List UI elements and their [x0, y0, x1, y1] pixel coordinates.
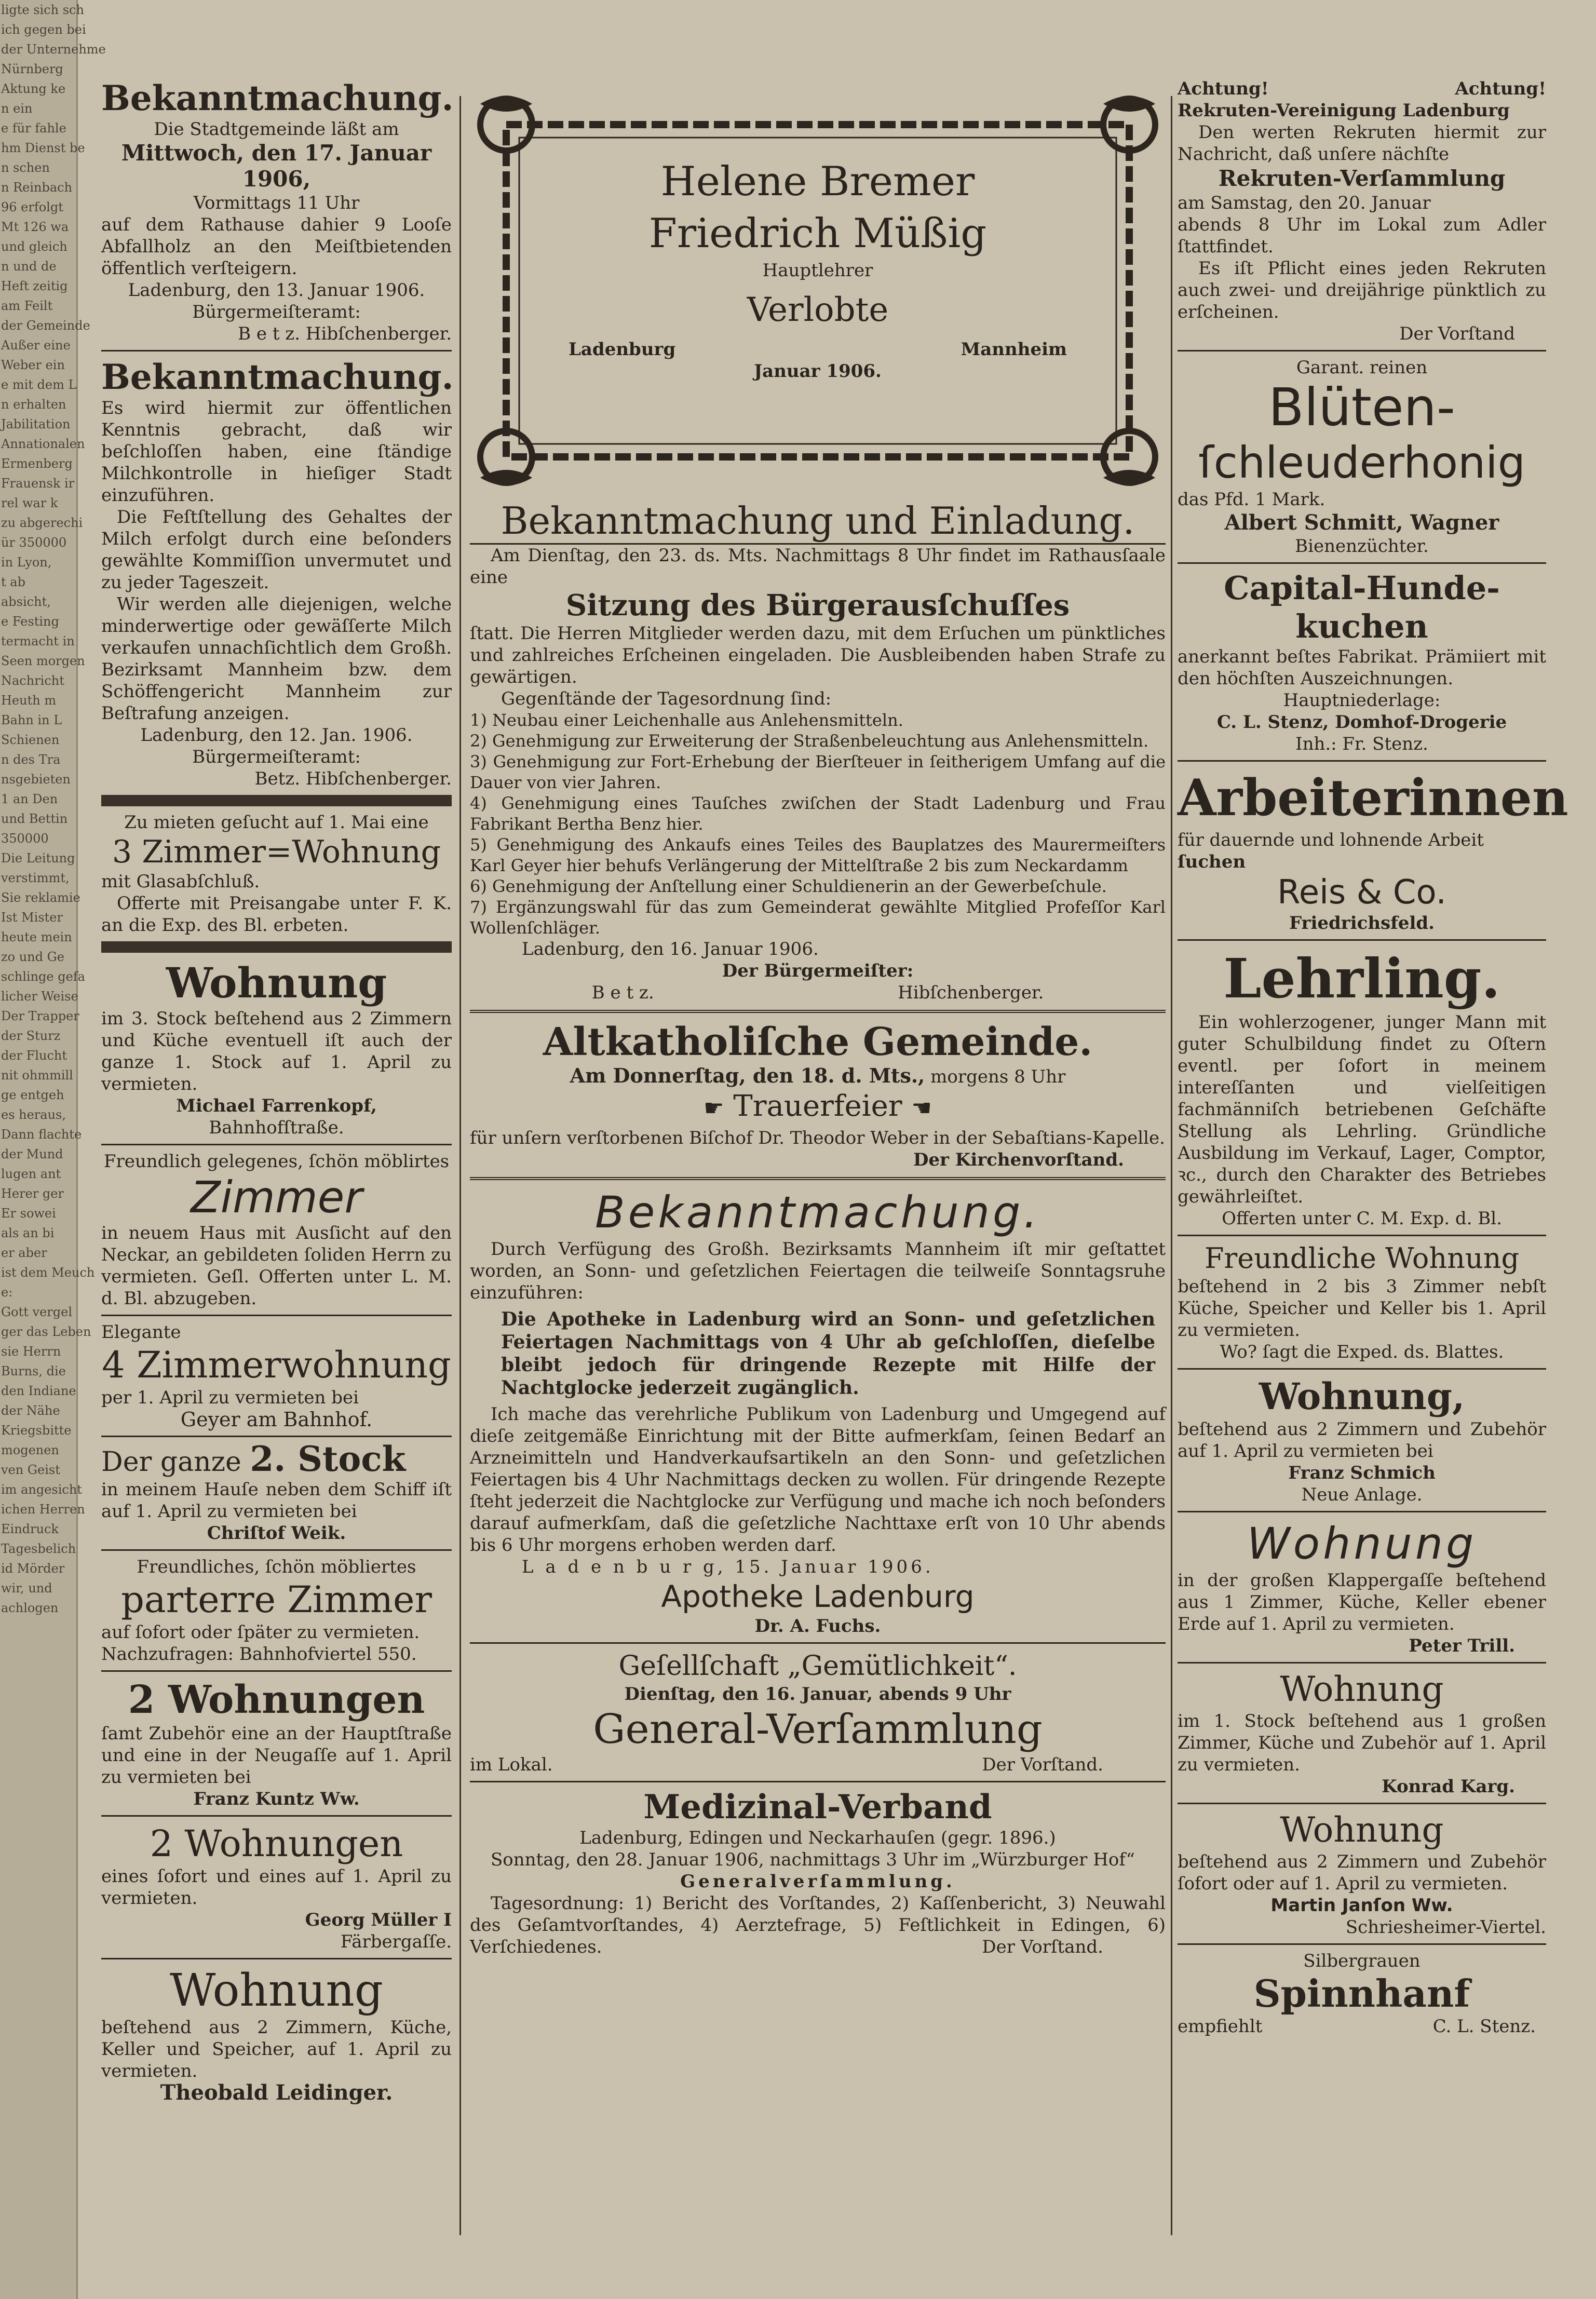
ad-headline: Capital-Hunde- — [1224, 569, 1500, 607]
notice-medical-association — [470, 1788, 1166, 1958]
spine-fragment: ger das Leben — [1, 1324, 91, 1339]
notice-milk-control — [101, 357, 452, 790]
notice-title: Geſellſchaft „Gemütlichkeit“. — [618, 1650, 1017, 1682]
notice-council-meeting — [470, 498, 1166, 1004]
notice-text: Am Donnerſtag, den 18. d. Mts., — [570, 1064, 925, 1087]
ad-text: Ein wohlerzogener, junger Mann mit guter Schulbildung findet zu Oſtern eventl. per ſofort in meinem intereſſanten und vielſeitigen fachmänniſch betriebenen Geſchäfte Stellung als Lehrling. Gründliche Ausbildung im Verkauf, Lager, Comptor, ꝛc., durch den Charakter des Betriebes gewährleiſtet. — [1178, 1012, 1546, 1207]
ad-headline: Wohnung — [1247, 1518, 1477, 1569]
ad-headline: Arbeiterinnen — [1178, 768, 1568, 827]
ad-name: Konrad Karg. — [1382, 1776, 1515, 1797]
engagement-announcement — [470, 88, 1166, 493]
ad-text: in meinem Hauſe neben dem Schiff iſt auf 1. April zu vermieten bei — [101, 1479, 452, 1522]
ad-text: Freundlich gelegenes, ſchön möblirtes — [103, 1151, 450, 1172]
notice-text: Dienſtag, den 16. Januar, abends 9 Uhr — [624, 1683, 1011, 1705]
right-column — [1178, 78, 1568, 2037]
ad-headline: ſchleuderhonig — [1198, 437, 1525, 488]
spine-fragment: n ein — [1, 101, 33, 116]
spine-fragment: Sie reklamie — [1, 890, 80, 905]
spine-fragment: sie Herrn — [1, 1344, 61, 1359]
spine-fragment: Frauensk ir — [1, 476, 75, 491]
spine-fragment: Der Trapper — [1, 1009, 79, 1023]
notice-pharmacy — [470, 1186, 1166, 1637]
notice-body: Ich mache das verehrliche Publikum von Ladenburg und Umgegend auf dieſe zeitgemäße Einrichtung mit der Bitte aufmerkſam, ſeinen Bedarf an Arzneimitteln und Handverkaufsartikeln an den Sonn- und geſetzlichen Feiertagen bis 4 Uhr Nachmittags decken zu wollen. Für dringende Rezepte ſteht jederzeit die Nachtglocke zur Verfügung und mache ich noch beſonders darauf aufmerkſam, daß die geſetzliche Nachttaxe erſt von 10 Uhr abends bis 6 Uhr morgens erhoben werden darf. — [470, 1403, 1166, 1556]
ad-text: anerkannt beſtes Fabrikat. Prämiiert mit den höchſten Auszeichnungen. — [1178, 646, 1546, 689]
agenda-item: 7) Ergänzungswahl für das zum Gemeinderat gewählte Mitglied Profeſſor Karl Wollenſchläger. — [470, 897, 1166, 938]
ad-furnished-room — [101, 1151, 452, 1309]
spine-fragment: Außer eine — [1, 338, 71, 353]
notice-body: Die Feſtſtellung des Gehaltes der Milch erfolgt durch eine beſonders gewählte Kommiſſion unvermutet und zu jeder Tageszeit. — [101, 507, 452, 593]
engagement-text — [470, 156, 1166, 382]
ad-role: Bienenzüchter. — [1295, 536, 1429, 557]
spine-fragment: 1 an Den — [1, 792, 58, 806]
spine-fragment: ist dem Meuch — [1, 1265, 95, 1280]
ad-text: Silbergrauen — [1303, 1951, 1421, 1971]
notice-place-date: Ladenburg, den 13. Januar 1906. — [128, 280, 425, 301]
ad-3-room-wanted — [101, 812, 452, 936]
spine-fragment: verstimmt, — [1, 871, 70, 885]
bride-name: Helene Bremer — [660, 158, 975, 205]
notice-signature: Der Vorſtand. — [982, 1754, 1103, 1775]
ad-text: beſtehend aus 2 Zimmern, Küche, Keller und Speicher, auf 1. April zu vermieten. — [101, 2017, 452, 2081]
spine-fragment: termacht in — [1, 634, 75, 648]
notice-text: im Lokal. — [470, 1754, 553, 1775]
engagement-date: Januar 1906. — [754, 361, 882, 382]
adjacent-page-fragment — [0, 0, 106, 2299]
ad-text: Elegante — [101, 1322, 181, 1343]
ad-text: in der großen Klappergaſſe beſtehend aus 1 Zimmer, Küche, Keller ebener Erde auf 1. April zu vermieten. — [1178, 1570, 1546, 1634]
spine-fragment: Herer ger — [1, 1186, 64, 1201]
agenda-item: 1) Neubau einer Leichenhalle aus Anlehensmitteln. — [470, 710, 903, 730]
agenda-item: 4) Genehmigung eines Tauſches zwiſchen der Stadt Ladenburg und Frau Fabrikant Bertha Benz hier. — [470, 793, 1166, 834]
spine-fragment: Kriegsbitte — [1, 1423, 72, 1438]
notice-old-catholic — [470, 1019, 1166, 1171]
notice-signature: B e t z. — [591, 982, 654, 1003]
spine-fragment: n schen — [1, 160, 50, 175]
ad-headline: 2 Wohnungen — [128, 1678, 425, 1722]
ad-name: Michael Farrenkopf, — [176, 1096, 377, 1116]
ad-text: Der ganze — [101, 1446, 241, 1478]
spine-fragment: n Reinbach — [1, 180, 73, 195]
ad-honey — [1178, 357, 1546, 557]
ad-text: ſamt Zubehör eine an der Hauptſtraße und eine in der Neugaſſe auf 1. April zu vermieten bei — [101, 1723, 452, 1788]
spine-fragment: Dann flachte — [1, 1127, 82, 1142]
notice-date: Mittwoch, den 17. Januar 1906, — [121, 140, 432, 192]
ad-headline: Wohnung — [166, 958, 387, 1007]
ad-headline: Lehrling. — [1223, 946, 1500, 1010]
notice-text: Die Stadtgemeinde läßt am — [154, 119, 399, 140]
notice-signature: Der Kirchenvorſtand. — [913, 1149, 1124, 1170]
column-rule-left — [459, 96, 461, 2235]
spine-fragment: Annationalen — [1, 437, 85, 451]
spine-fragment: e: — [1, 1285, 13, 1300]
ad-name: Franz Kuntz Ww. — [193, 1789, 360, 1809]
spine-fragment: Die Leitung — [1, 851, 75, 865]
ad-headline: 3 Zimmer=Wohnung — [112, 834, 441, 870]
spine-fragment: nsgebieten — [1, 772, 71, 787]
ad-text: Hauptniederlage: — [1283, 690, 1441, 711]
spine-fragment: e mit dem L — [1, 377, 77, 392]
agenda-item: 6) Genehmigung der Anſtellung einer Schuldienerin an der Gewerbeſchule. — [470, 876, 1107, 896]
notice-place-date: Ladenburg, den 12. Jan. 1906. — [140, 725, 413, 746]
ad-text: Freundliches, ſchön möbliertes — [137, 1557, 416, 1577]
ad-text: Offerten unter C. M. Exp. d. Bl. — [1222, 1208, 1502, 1229]
ad-headline: Zimmer — [191, 1172, 362, 1223]
notice-title: Bekanntmachung. — [101, 78, 454, 118]
spine-fragment: Seen morgen — [1, 654, 85, 668]
pharmacy-owner: Dr. A. Fuchs. — [754, 1615, 881, 1637]
spine-fragment: Aktung ke — [1, 82, 66, 96]
spine-fragment: es heraus, — [1, 1107, 66, 1122]
ad-headline: Rekruten-Verſammlung — [1218, 166, 1506, 191]
spine-fragment: absicht, — [1, 594, 51, 609]
notice-body: ſtatt. Die Herren Mitglieder werden dazu, mit dem Erſuchen um pünktliches und zahlreiches Erſcheinen eingeladen. Die Ausbleibenden haben Strafe zu gewärtigen. — [470, 623, 1166, 687]
ad-headline: Freundliche Wohnung — [1204, 1242, 1520, 1275]
ad-name: Georg Müller I — [305, 1910, 452, 1930]
spine-fragment: e für fahle — [1, 121, 66, 136]
spine-fragment: Weber ein — [1, 358, 65, 372]
notice-place-date: Ladenburg, den 16. Januar 1906. — [522, 939, 819, 959]
notice-signature-title: Der Bürgermeiſter: — [722, 961, 914, 981]
spine-fragment: n des Tra — [1, 752, 61, 767]
spine-fragment: Heft zeitig — [1, 279, 68, 293]
spine-fragment: wir, und — [1, 1581, 52, 1595]
ad-title: Rekruten-Vereinigung Ladenburg — [1178, 100, 1510, 121]
notice-body: für unſern verſtorbenen Biſchof Dr. Theodor Weber in der Sebaſtians-Kapelle. — [470, 1127, 1165, 1148]
agenda-list — [470, 710, 1166, 938]
spine-fragment: Schienen — [1, 733, 60, 747]
spine-fragment: lugen ant — [1, 1167, 61, 1181]
ad-address: Neue Anlage. — [1301, 1484, 1423, 1505]
ad-headline: Spinnhanf — [1253, 1971, 1470, 2016]
spine-fragment: der Sturz — [1, 1029, 61, 1043]
spine-fragment: t ab — [1, 575, 25, 589]
spine-fragment: am Feilt — [1, 299, 53, 313]
spine-fragment: ür 350000 — [1, 535, 67, 550]
spine-fragment: den Indiane — [1, 1384, 76, 1398]
ad-text: Garant. reinen — [1296, 357, 1428, 378]
notice-text: Am Dienſtag, den 23. ds. Mts. Nachmittags 8 Uhr findet im Rathausſaale eine — [470, 545, 1166, 588]
ad-apartment-farrenkopf — [101, 958, 452, 1139]
ad-text: in neuem Haus mit Ausſicht auf den Neckar, an gebildeten ſoliden Herrn zu vermieten. Geſl. Offerten unter L. M. d. Bl. abzugeben. — [101, 1223, 452, 1309]
ad-name: C. L. Stenz, Domhof-Drogerie — [1216, 712, 1507, 733]
spine-fragment: Bahn in L — [1, 713, 62, 727]
ad-address: Bahnhofſtraße. — [209, 1117, 344, 1138]
spine-fragment: schlinge gefa — [1, 969, 85, 984]
spine-fragment: heute mein — [1, 930, 72, 944]
spine-fragment: Mt 126 wa — [1, 220, 69, 234]
ad-headline: parterre Zimmer — [121, 1578, 432, 1621]
ad-text: eines ſofort und eines auf 1. April zu vermieten. — [101, 1866, 452, 1909]
ad-recruits — [1178, 78, 1546, 345]
ad-headline: 2. Stock — [250, 1439, 406, 1479]
ad-text: mit Glasabſchluß. — [101, 871, 260, 892]
ad-apartment-trill — [1178, 1518, 1546, 1657]
left-column — [101, 78, 452, 2104]
spine-fragment: ichen Herren — [1, 1502, 85, 1517]
ad-headline: Blüten- — [1268, 377, 1455, 438]
ad-headline: Wohnung, — [1259, 1375, 1465, 1418]
ad-text: auf ſofort oder ſpäter zu vermieten. — [101, 1622, 420, 1643]
spine-fragment: Gott vergel — [1, 1305, 73, 1319]
spine-fragment: ge entgeh — [1, 1088, 64, 1102]
spine-fragment: licher Weise — [1, 989, 78, 1004]
column-rule-right — [1171, 96, 1172, 2235]
ad-two-apartments-mueller — [101, 1822, 452, 1953]
pharmacy-name: Apotheke Ladenburg — [661, 1578, 975, 1614]
ad-text: beſtehend in 2 bis 3 Zimmer nebſt Küche, Speicher und Keller bis 1. April zu vermieten. — [1178, 1276, 1546, 1341]
spine-fragment: und gleich — [1, 239, 67, 254]
ad-text: Nachzufragen: Bahnhofviertel 550. — [101, 1644, 417, 1665]
notice-signature: B e t z. Hibſchenberger. — [238, 323, 452, 344]
ad-text: Achtung! — [1455, 78, 1546, 99]
notice-signature: Der Vorſtand. — [982, 1936, 1103, 1957]
spine-fragment: 350000 — [1, 831, 49, 846]
spine-fragment: im angesicht — [1, 1482, 82, 1497]
ad-address: Schriesheimer-Viertel. — [1345, 1917, 1546, 1938]
spine-fragment: e Festing — [1, 614, 59, 629]
ad-friendly-apartment — [1178, 1241, 1546, 1363]
spine-fragment: zu abgerechi — [1, 516, 83, 530]
spine-fragment: ich gegen bei — [1, 22, 86, 37]
ad-name: Geyer am Bahnhof. — [180, 1408, 373, 1431]
ad-second-floor — [101, 1439, 452, 1544]
spine-fragment: rel war k — [1, 496, 58, 510]
ad-text: im 1. Stock beſtehend aus 1 großen Zimmer, Küche und Zubehör auf 1. April zu vermieten. — [1178, 1711, 1546, 1775]
spine-fragment: zo und Ge — [1, 950, 65, 964]
ad-text: beſtehend aus 2 Zimmern und Zubehör ſofort oder auf 1. April zu vermieten. — [1178, 1851, 1546, 1894]
spine-fragment: Heuth m — [1, 693, 57, 708]
ad-dog-biscuits — [1178, 569, 1546, 755]
ad-headline: Wohnung — [170, 1965, 383, 2017]
spine-fragment: der Gemeinde — [1, 318, 90, 333]
spine-fragment: der Unternehme — [1, 42, 106, 57]
notice-text: Ladenburg, Edingen und Neckarhauſen (gegr. 1896.) — [579, 1827, 1056, 1848]
ad-hemp — [1178, 1950, 1546, 2037]
ad-text: Achtung! — [1178, 78, 1269, 99]
ad-headline: kuchen — [1295, 607, 1428, 645]
spine-fragment: Ist Mister — [1, 910, 63, 925]
ad-text: Den werten Rekruten hiermit zur Nachricht, daß unſere nächſte — [1178, 122, 1546, 165]
notice-headline: General-Verſammlung — [593, 1706, 1043, 1753]
spine-fragment: als an bi — [1, 1226, 55, 1240]
ad-text: für dauernde und lohnende Arbeit — [1178, 830, 1484, 850]
notice-signature: Hibſchenberger. — [898, 982, 1044, 1003]
spine-fragment: id Mörder — [1, 1561, 65, 1576]
ad-name: C. L. Stenz. — [1432, 2016, 1536, 2037]
notice-title: Medizinal-Verband — [643, 1787, 992, 1827]
ad-text: per 1. April zu vermieten bei — [101, 1387, 359, 1408]
ad-town: Friedrichsfeld. — [1289, 913, 1435, 934]
ad-name: Peter Trill. — [1409, 1635, 1515, 1656]
engagement-word: Verlobte — [747, 291, 889, 329]
ad-apartment-schmich — [1178, 1375, 1546, 1506]
ad-apartment-janson — [1178, 1809, 1546, 1938]
ad-ground-floor-room — [101, 1556, 452, 1665]
ad-two-apartments-kuntz — [101, 1677, 452, 1810]
notice-headline: Generalverſammlung. — [680, 1871, 955, 1892]
ad-text: am Samstag, den 20. Januar — [1178, 193, 1431, 213]
ad-text: beſtehend aus 2 Zimmern und Zubehör auf 1. April zu vermieten bei — [1178, 1419, 1546, 1462]
notice-body: Tagesordnung: 1) Bericht des Vorſtandes, 2) Kaſſenbericht, 3) Neuwahl des Geſamtvorſtandes, 4) Aerztefrage, 5) Feſtlichkeit in Edingen, 6) Verſchiedenes. — [470, 1892, 1166, 1957]
spine-fragment: in Lyon, — [1, 555, 52, 570]
notice-body: Durch Verfügung des Großh. Bezirksamts Mannheim iſt mir geſtattet worden, an Sonn- und geſetzlichen Feiertagen die teilweiſe Sonntagsruhe einzuführen: — [470, 1238, 1166, 1303]
ad-text: abends 8 Uhr im Lokal zum Adler ſtattfindet. — [1178, 214, 1546, 257]
spine-fragment: der Mund — [1, 1147, 63, 1161]
spine-fragment: Tagesbelich — [1, 1541, 76, 1556]
ad-name: Chriſtof Weik. — [207, 1523, 346, 1544]
spine-fragment: n erhalten — [1, 397, 66, 412]
ad-signature: Der Vorſtand — [1399, 323, 1515, 344]
ad-name: Martin Janſon Ww. — [1270, 1895, 1453, 1916]
agenda-item: 2) Genehmigung zur Erweiterung der Straßenbeleuchtung aus Anlehensmitteln. — [470, 731, 1149, 751]
notice-title: Bekanntmachung und Einladung. — [470, 498, 1166, 545]
notice-emphasis: Die Apotheke in Ladenburg wird an Sonn- und geſetzlichen Feiertagen Nachmittags von 4 Uhr ab geſchloſſen, dieſelbe bleibt jedoch für dringende Rezepte mit Hilfe der Nachtglocke jederzeit zugänglich. — [501, 1308, 1155, 1399]
spine-fragment: nit ohmmill — [1, 1068, 73, 1083]
spine-fragment: er aber — [1, 1246, 47, 1260]
ad-female-workers — [1178, 767, 1568, 934]
spine-fragment: der Flucht — [1, 1048, 67, 1063]
ad-apartment-karg — [1178, 1669, 1546, 1797]
ad-apartment-leidinger — [101, 1965, 452, 2104]
ad-name: Franz Schmich — [1288, 1463, 1436, 1483]
ad-apprentice — [1178, 946, 1546, 1229]
agenda-heading: Gegenſtände der Tagesordnung ſind: — [501, 688, 832, 709]
spine-fragment: der Nähe — [1, 1403, 60, 1418]
notice-title: Bekanntmachung. — [594, 1186, 1041, 1238]
notice-body: auf dem Rathause dahier 9 Looſe Abfallholz an den Meiſtbietenden öffentlich verſteigern. — [101, 214, 452, 279]
notice-headline: Trauerfeier — [733, 1089, 902, 1123]
spine-fragment: Ermenberg — [1, 456, 73, 471]
notice-signature: Betz. Hibſchenberger. — [254, 768, 452, 789]
notice-body: Wir werden alle diejenigen, welche minderwertige oder gewäſſerte Milch verkaufen unnachſichtlich dem Großh. Bezirksamt Mannheim bzw. dem Schöffengericht Mannheim zur Beſtrafung anzeigen. — [101, 594, 452, 724]
spine-fragment: ven Geist — [1, 1463, 60, 1477]
ad-text: Offerte mit Preisangabe unter F. K. an die Exp. des Bl. erbeten. — [101, 893, 452, 936]
notice-text: Sonntag, den 28. Januar 1906, nachmittags 3 Uhr im „Würzburger Hof“ — [491, 1849, 1135, 1870]
spine-fragment: achlogen — [1, 1601, 59, 1615]
notice-wood-auction — [101, 78, 452, 345]
pointing-hand-left-icon: ☚ — [911, 1094, 932, 1121]
spine-fragment: hm Dienst be — [1, 141, 85, 155]
pointing-hand-right-icon: ☛ — [704, 1094, 724, 1121]
place-right: Mannheim — [961, 339, 1067, 360]
groom-name: Friedrich Müßig — [648, 210, 987, 257]
ad-text: ſuchen — [1178, 851, 1246, 872]
agenda-item: 5) Genehmigung des Ankaufs eines Teiles des Bauplatzes des Maurermeiſters Karl Geyer hier behufs Verlängerung der Mittelſtraße 2 bis zum Neckardamm — [470, 835, 1166, 875]
notice-office: Bürgermeiſteramt: — [192, 302, 361, 322]
agenda-item: 3) Genehmigung zur Fort-Erhebung der Bierſteuer in ſeitherigem Umfang auf die Dauer von vier Jahren. — [470, 752, 1166, 792]
spine-fragment: Burns, die — [1, 1364, 66, 1378]
notice-body: Es wird hiermit zur öffentlichen Kenntnis gebracht, daß wir beſchloſſen haben, eine ſtändige Milchkontrolle in hieſiger Stadt einzuführen. — [101, 398, 452, 506]
spine-fragment: mogenen — [1, 1443, 59, 1457]
ad-headline: Wohnung — [1280, 1810, 1444, 1850]
ad-text: das Pfd. 1 Mark. — [1178, 489, 1326, 510]
spine-fragment: 96 erfolgt — [1, 200, 63, 214]
middle-column — [470, 78, 1166, 1958]
ad-text: empfiehlt — [1178, 2016, 1263, 2037]
ad-name: Theobald Leidinger. — [160, 2080, 393, 2105]
spine-fragment: Nachricht — [1, 673, 64, 688]
ad-headline: Wohnung — [1280, 1669, 1444, 1709]
ad-owner: Inh.: Fr. Stenz. — [1295, 734, 1428, 754]
spine-fragment: n und de — [1, 259, 57, 274]
spine-fragment: Er sowei — [1, 1206, 56, 1221]
ad-4-room-apartment — [101, 1321, 452, 1430]
notice-headline: Sitzung des Bürgerausſchuſſes — [565, 588, 1070, 623]
ad-headline: 4 Zimmerwohnung — [102, 1344, 451, 1386]
ad-headline: 2 Wohnungen — [150, 1822, 403, 1865]
notice-society-meeting — [470, 1649, 1166, 1776]
groom-profession: Hauptlehrer — [762, 260, 873, 281]
notice-title: Bekanntmachung. — [101, 357, 454, 397]
spine-fragment: Jabilitation — [1, 417, 71, 431]
notice-place-date: L a d e n b u r g, 15. Januar 1906. — [522, 1556, 934, 1577]
ad-text: Wo? ſagt die Exped. ds. Blattes. — [1220, 1342, 1504, 1362]
spine-fragment: und Bettin — [1, 812, 68, 826]
ad-address: Färbergaſſe. — [340, 1931, 452, 1952]
ad-text: im 3. Stock beſtehend aus 2 Zimmern und Küche eventuell iſt auch der ganze 1. Stock auf 1. April zu vermieten. — [101, 1008, 452, 1094]
ad-text: Zu mieten geſucht auf 1. Mai eine — [124, 812, 429, 833]
spine-fragment: ligte sich sch — [1, 3, 84, 17]
spine-fragment: Eindruck — [1, 1522, 59, 1536]
notice-time: Vormittags 11 Uhr — [193, 193, 360, 213]
notice-title: Altkatholiſche Gemeinde. — [543, 1020, 1093, 1064]
ad-company: Reis & Co. — [1277, 873, 1446, 912]
ad-name: Albert Schmitt, Wagner — [1224, 510, 1499, 535]
notice-text: morgens 8 Uhr — [930, 1066, 1066, 1087]
spine-fragment: Nürnberg — [1, 62, 63, 76]
notice-office: Bürgermeiſteramt: — [192, 747, 361, 767]
place-left: Ladenburg — [569, 339, 676, 360]
ad-text: Es iſt Pflicht eines jeden Rekruten auch zwei- und dreijährige pünktlich zu erſcheinen. — [1178, 258, 1546, 322]
